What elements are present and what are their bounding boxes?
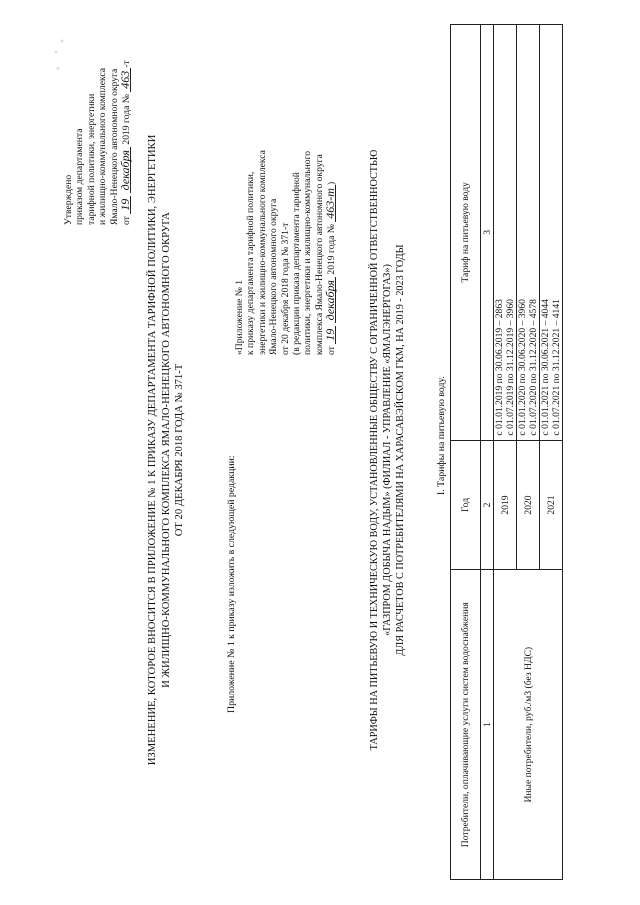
colnum-3: 3 — [481, 25, 494, 441]
annex-month: декабря — [325, 277, 336, 323]
annex-day: 19 — [325, 326, 336, 344]
tariff-period: с 01.07.2020 по 31.12.2020 – 4578 — [528, 299, 539, 436]
colnum-2: 2 — [481, 440, 494, 570]
year-cell: 2019 — [494, 440, 517, 570]
approval-block — [63, 60, 132, 225]
annex-line: Ямало-Ненецкого автономного округа — [268, 198, 280, 355]
title-line: И ЖИЛИЩНО-КОММУНАЛЬНОГО КОМПЛЕКСА ЯМАЛО-НЕНЕЦКОГО АВТОНОМНОГО ОКРУГА — [160, 212, 172, 688]
consumer-cell: Иные потребители, руб./м3 (без НДС) — [494, 570, 563, 880]
section-title: I. Тарифы на питьевую воду. — [436, 376, 447, 495]
annex-line: к приказу департамента тарифной политики, — [245, 171, 257, 355]
approval-line: приказом департамента — [74, 128, 86, 225]
heading-line: ТАРИФЫ НА ПИТЬЕВУЮ И ТЕХНИЧЕСКУЮ ВОДУ, УСТАНОВЛЕННЫЕ ОБЩЕСТВУ С ОГРАНИЧЕННОЙ ОТВЕТСТВЕННОСТЬЮ — [369, 149, 380, 751]
approval-line: Утверждено — [63, 174, 74, 225]
tariff-cell — [494, 25, 517, 441]
approval-date-line: от 19 декабря 2019 года № 463-т — [118, 60, 133, 225]
tariff-period: с 01.01.2021 по 30.06.2021 – 4044 — [540, 299, 551, 436]
approval-line: тарифной политики, энергетики — [85, 93, 97, 225]
colnum-1: 1 — [481, 570, 494, 880]
tariff-cell — [540, 25, 563, 441]
table-row — [494, 25, 517, 880]
header-consumer: Потребители, оплачивающие услуги систем водоснабжения — [451, 570, 481, 880]
tariff-heading — [368, 125, 407, 775]
tariff-period: с 01.07.2021 по 31.12.2021 – 4141 — [551, 299, 562, 436]
annex-line: «Приложение № 1 — [234, 279, 245, 355]
tariff-period: с 01.01.2019 по 30.06.2019 – 2863 — [494, 299, 505, 436]
approval-line: Ямало-Ненецкого автономного округа — [108, 68, 120, 225]
annex-date-line: от 19 декабря 2019 года № 463-т) — [323, 181, 338, 355]
annex-number: 463-т — [325, 185, 336, 222]
tariff-table — [450, 24, 563, 880]
annex-line: политики, энергетики и жилищно-коммунального — [302, 150, 314, 355]
year-cell: 2021 — [540, 440, 563, 570]
annex-line: (в редакции приказа департамента тарифной — [291, 172, 303, 355]
heading-line: «ГАЗПРОМ ДОБЫЧА НАДЫМ» (ФИЛИАЛ - УПРАВЛЕНИЕ «ЯМАЛЭНЕРГОГАЗ») — [382, 264, 393, 636]
year-cell: 2020 — [517, 440, 540, 570]
tariff-period: с 01.07.2019 по 31.12.2019 – 3960 — [505, 299, 516, 436]
title-line: ИЗМЕНЕНИЕ, КОТОРОЕ ВНОСИТСЯ В ПРИЛОЖЕНИЕ № 1 К ПРИКАЗУ ДЕПАРТАМЕНТА ТАРИФНОЙ ПОЛИТИКИ, ЭНЕРГЕТИКИ — [147, 134, 158, 766]
tariff-cell — [517, 25, 540, 441]
title-line: ОТ 20 ДЕКАБРЯ 2018 ГОДА № 371-Т — [174, 363, 185, 537]
header-year: Год — [451, 440, 481, 570]
annex-line: комплекса Ямало-Ненецкого автономного округа — [313, 154, 325, 355]
annex-line: энергетики и жилищно-коммунального комплекса — [256, 150, 268, 355]
heading-line: ДЛЯ РАСЧЕТОВ С ПОТРЕБИТЕЛЯМИ НА ХАРАСАВЭЙСКОМ ГКМ, НА 2019 - 2023 ГОДЫ — [395, 244, 406, 656]
table-colnum-row — [481, 25, 494, 880]
document-title — [146, 125, 187, 775]
approval-number: 463 — [120, 68, 131, 92]
intro-text: Приложение № 1 к приказу изложить в следующей редакции: — [226, 455, 237, 713]
annex-line: от 20 декабря 2018 года № 371-т — [279, 222, 291, 355]
approval-day: 19 — [120, 196, 131, 214]
approval-line: и жилищно-коммунального комплекса — [97, 67, 109, 225]
header-tariff: Тариф на питьевую воду — [451, 25, 481, 441]
annex-block — [234, 150, 338, 355]
approval-month: декабря — [120, 147, 131, 193]
tariff-period: с 01.01.2020 по 30.06.2020 – 3960 — [517, 299, 528, 436]
table-header-row — [451, 25, 481, 880]
